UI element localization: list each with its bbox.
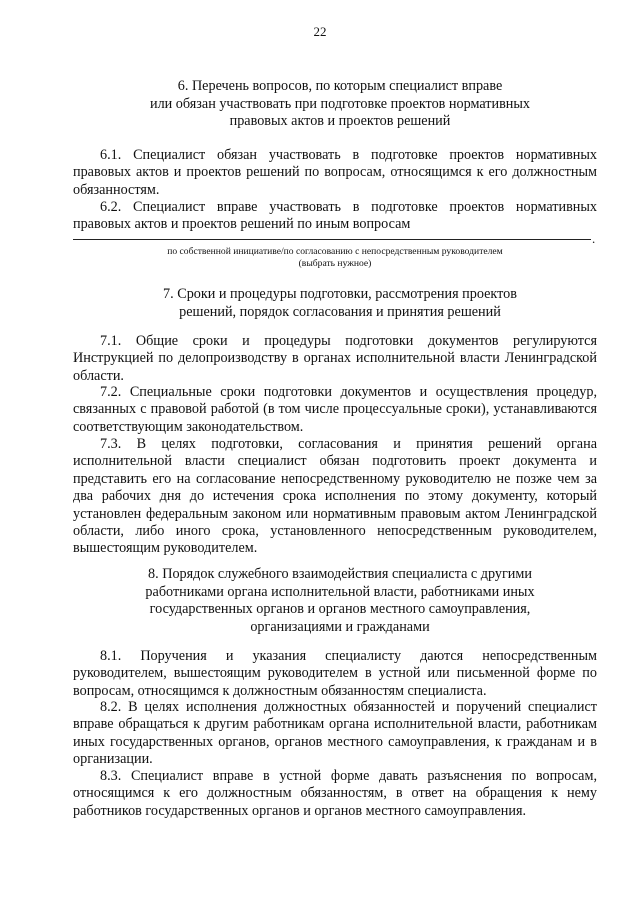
heading-line: организациями и гражданами — [250, 618, 430, 635]
page-number: 22 — [313, 24, 327, 39]
section-7-heading — [90, 286, 590, 321]
heading-line: 8. Порядок служебного взаимодействия специалиста с другими — [148, 566, 532, 582]
heading-line: 7. Сроки и процедуры подготовки, рассмотрения проектов — [163, 286, 517, 302]
paragraph-6-2: 6.2. Специалист вправе участвовать в подготовке проектов нормативных правовых актов и проектов решений по иным вопросам — [73, 199, 597, 233]
fill-in-hint — [73, 246, 597, 270]
paragraph-6-1: 6.1. Специалист обязан участвовать в подготовке проектов нормативных правовых актов и проектов решений по вопросам, относящимся к его должностным обязанностям. — [73, 147, 597, 198]
paragraph-7-2: 7.2. Специальные сроки подготовки документов и осуществления процедур, связанных с правовой работой (в том числе процессуальные сроки), устанавливаются соответствующим законодательством. — [73, 384, 597, 435]
heading-line: 6. Перечень вопросов, по которым специалист вправе — [177, 78, 503, 94]
section-6-heading — [90, 78, 590, 131]
heading-line: правовых актов и проектов решений — [229, 113, 451, 130]
hint-line: (выбрать нужное) — [298, 258, 372, 269]
hint-line: по собственной инициативе/по согласованию с непосредственным руководителем — [167, 246, 503, 257]
heading-line: или обязан участвовать при подготовке проектов нормативных — [150, 95, 530, 112]
section-8-heading — [90, 566, 590, 636]
paragraph-8-1: 8.1. Поручения и указания специалисту даются непосредственным руководителем, вышестоящим руководителем в устной или письменной форме по вопросам, относящимся к должностным обязанностям специалиста. — [73, 648, 597, 699]
paragraph-7-1: 7.1. Общие сроки и процедуры подготовки документов регулируются Инструкцией по делопроизводству в органах исполнительной власти Ленинградской области. — [73, 333, 597, 384]
heading-line: государственных органов и органов местного самоуправления, — [149, 601, 531, 618]
fill-in-period: . — [592, 231, 596, 246]
fill-in-line — [73, 239, 591, 240]
heading-line: работниками органа исполнительной власти, работниками иных — [145, 583, 535, 600]
paragraph-8-3: 8.3. Специалист вправе в устной форме давать разъяснения по вопросам, относящимся к его должностным обязанностям, в ответ на обращения к нему работников государственных органов и органов местного самоуправления. — [73, 768, 597, 819]
heading-line: решений, порядок согласования и принятия решений — [179, 303, 501, 320]
paragraph-8-2: 8.2. В целях исполнения должностных обязанностей и поручений специалист вправе обращаться к другим работникам органа исполнительной власти, работникам иных государственных органов, органов местного самоуправления, к гражданам и в организации. — [73, 699, 597, 768]
paragraph-7-3: 7.3. В целях подготовки, согласования и принятия решений органа исполнительной власти специалист обязан подготовить проект документа и представить его на согласование непосредственному руководителю не позже чем за два рабочих дня до истечения срока исполнения по этому документу, который установлен федеральным законом или нормативным правовым актом Ленинградской области, либо иного срока, установленного непосредственным руководителем, вышестоящим руководителем. — [73, 436, 597, 557]
